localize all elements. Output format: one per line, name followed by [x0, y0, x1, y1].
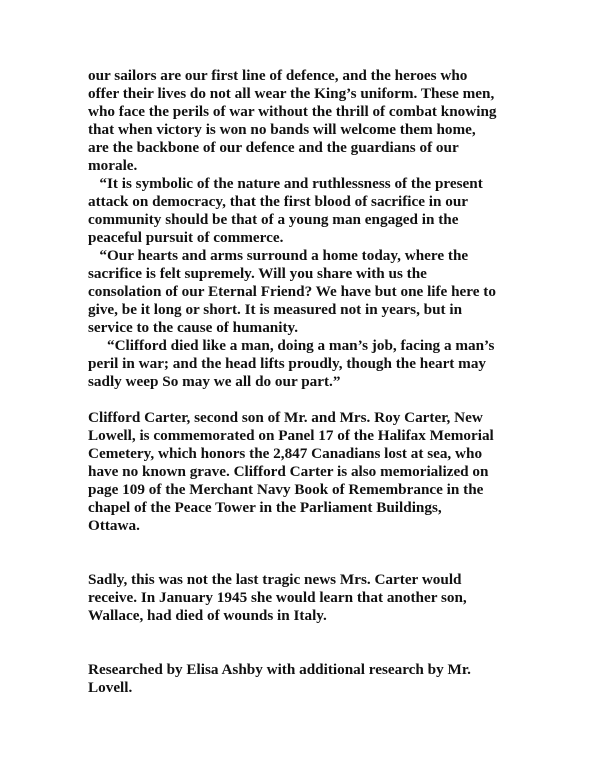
- text-line: Lowell, is commemorated on Panel 17 of the Halifax Memorial: [88, 427, 494, 444]
- text-line: Lovell.: [88, 679, 133, 696]
- text-line: chapel of the Peace Tower in the Parliament Buildings,: [88, 499, 442, 516]
- text-line: Clifford Carter, second son of Mr. and Mrs. Roy Carter, New: [88, 409, 483, 426]
- text-line: Sadly, this was not the last tragic news Mrs. Carter would: [88, 571, 462, 588]
- text-line: community should be that of a young man engaged in the: [88, 211, 459, 228]
- text-line: who face the perils of war without the thrill of combat knowing: [88, 103, 497, 120]
- text-line: offer their lives do not all wear the King’s uniform. These men,: [88, 85, 495, 102]
- text-line: Researched by Elisa Ashby with additional research by Mr.: [88, 661, 471, 678]
- text-line: “It is symbolic of the nature and ruthlessness of the present: [88, 175, 483, 192]
- text-line: consolation of our Eternal Friend? We have but one life here to: [88, 283, 496, 300]
- text-line: service to the cause of humanity.: [88, 319, 299, 336]
- text-line: peril in war; and the head lifts proudly, though the heart may: [88, 355, 487, 372]
- text-line: are the backbone of our defence and the guardians of our: [88, 139, 459, 156]
- text-line: give, be it long or short. It is measured not in years, but in: [88, 301, 463, 318]
- text-line: our sailors are our first line of defence, and the heroes who: [88, 67, 468, 84]
- text-line: have no known grave. Clifford Carter is also memorialized on: [88, 463, 489, 480]
- text-line: morale.: [88, 157, 138, 174]
- text-line: peaceful pursuit of commerce.: [88, 229, 284, 246]
- text-line: Wallace, had died of wounds in Italy.: [88, 607, 327, 624]
- text-line: attack on democracy, that the first blood of sacrifice in our: [88, 193, 469, 210]
- text-line: that when victory is won no bands will welcome them home,: [88, 121, 476, 138]
- text-line: sadly weep So may we all do our part.”: [88, 373, 341, 390]
- text-line: “Our hearts and arms surround a home today, where the: [88, 247, 469, 264]
- text-line: sacrifice is felt supremely. Will you share with us the: [88, 265, 427, 282]
- text-line: Ottawa.: [88, 517, 140, 534]
- text-line: “Clifford died like a man, doing a man’s job, facing a man’s: [88, 337, 495, 354]
- text-line: receive. In January 1945 she would learn that another son,: [88, 589, 467, 606]
- text-line: Cemetery, which honors the 2,847 Canadians lost at sea, who: [88, 445, 483, 462]
- text-line: page 109 of the Merchant Navy Book of Remembrance in the: [88, 481, 484, 498]
